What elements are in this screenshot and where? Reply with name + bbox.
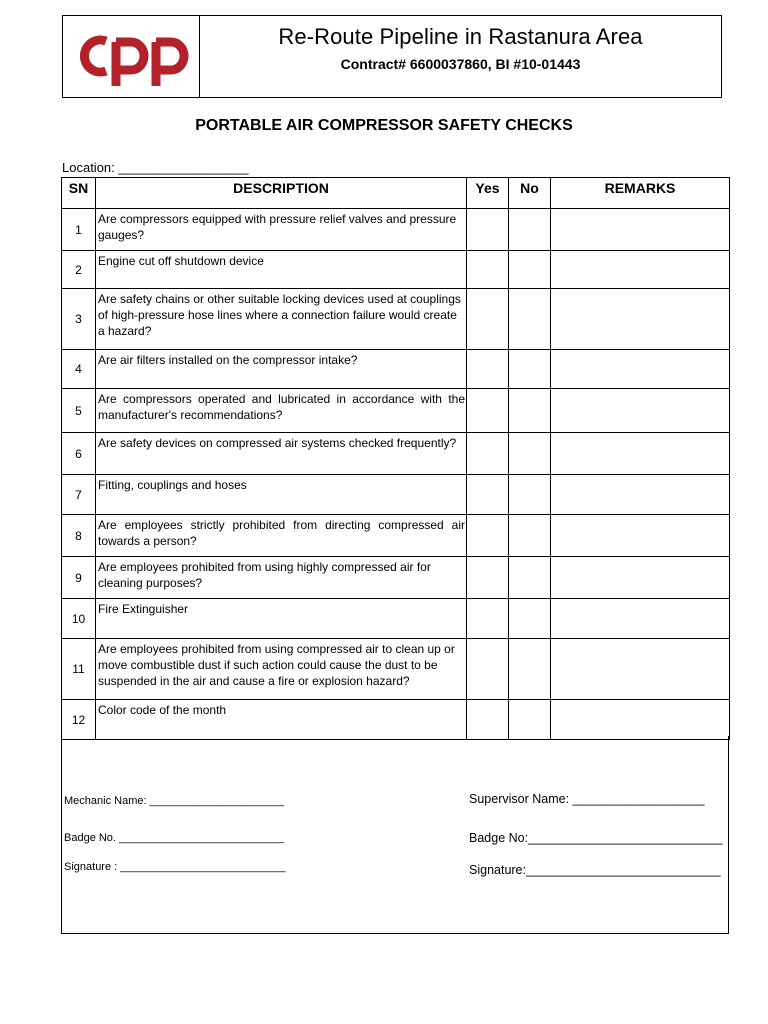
mechanic-badge-field[interactable]: Badge No. ___________________________ [64,832,285,844]
no-cell[interactable] [509,350,551,389]
row-description: Engine cut off shutdown device [96,251,467,289]
supervisor-badge-field[interactable]: Badge No:____________________________ [469,831,723,845]
row-description: Are air filters installed on the compressor intake? [96,350,467,389]
table-row [62,475,730,515]
row-description: Are employees strictly prohibited from directing compressed air towards a person? [96,515,467,557]
checklist-table [61,177,730,740]
remarks-cell[interactable] [551,251,730,289]
table-row [62,433,730,475]
remarks-cell[interactable] [551,515,730,557]
no-cell[interactable] [509,700,551,740]
row-sn: 1 [62,209,96,251]
row-sn: 10 [62,599,96,639]
table-header-row [62,178,730,209]
row-sn: 8 [62,515,96,557]
yes-cell[interactable] [467,557,509,599]
location-field[interactable]: Location: __________________ [62,160,249,175]
table-row [62,557,730,599]
row-description: Are employees prohibited from using compressed air to clean up or move combustible dust if such action could cause the dust to be suspended in the air and cause a fire or explosion hazard? [96,639,467,700]
column-header-description: DESCRIPTION [96,178,467,209]
table-row [62,389,730,433]
remarks-cell[interactable] [551,599,730,639]
column-header-yes: Yes [467,178,509,209]
no-cell[interactable] [509,209,551,251]
no-cell[interactable] [509,475,551,515]
remarks-cell[interactable] [551,389,730,433]
remarks-cell[interactable] [551,209,730,251]
table-row [62,251,730,289]
row-sn: 9 [62,557,96,599]
yes-cell[interactable] [467,515,509,557]
row-description: Are safety devices on compressed air systems checked frequently? [96,433,467,475]
remarks-cell[interactable] [551,350,730,389]
mechanic-signature-field[interactable]: Signature : ___________________________ [64,861,286,873]
no-cell[interactable] [509,639,551,700]
row-description: Fire Extinguisher [96,599,467,639]
row-sn: 12 [62,700,96,740]
yes-cell[interactable] [467,251,509,289]
row-sn: 7 [62,475,96,515]
company-logo [70,28,192,86]
yes-cell[interactable] [467,700,509,740]
no-cell[interactable] [509,433,551,475]
mechanic-name-field[interactable]: Mechanic Name: ______________________ [64,795,285,807]
remarks-cell[interactable] [551,289,730,350]
table-row [62,289,730,350]
document-title: Re-Route Pipeline in Rastanura Area [278,24,643,49]
remarks-cell[interactable] [551,700,730,740]
no-cell[interactable] [509,599,551,639]
column-header-remarks: REMARKS [551,178,730,209]
yes-cell[interactable] [467,289,509,350]
contract-number: Contract# 6600037860, BI #10-01443 [340,56,581,72]
row-sn: 4 [62,350,96,389]
table-row [62,515,730,557]
yes-cell[interactable] [467,209,509,251]
table-row [62,700,730,740]
row-sn: 11 [62,639,96,700]
yes-cell[interactable] [467,599,509,639]
column-header-sn: SN [62,178,96,209]
no-cell[interactable] [509,389,551,433]
form-title: PORTABLE AIR COMPRESSOR SAFETY CHECKS [195,117,573,134]
no-cell[interactable] [509,515,551,557]
no-cell[interactable] [509,557,551,599]
row-description: Color code of the month [96,700,467,740]
logo-cell [63,16,200,97]
table-row [62,350,730,389]
remarks-cell[interactable] [551,475,730,515]
yes-cell[interactable] [467,639,509,700]
row-sn: 2 [62,251,96,289]
yes-cell[interactable] [467,433,509,475]
row-description: Are safety chains or other suitable locking devices used at couplings of high-pressure hose lines where a connection failure would create a hazard? [96,289,467,350]
row-sn: 5 [62,389,96,433]
document-header [62,15,722,98]
yes-cell[interactable] [467,350,509,389]
no-cell[interactable] [509,251,551,289]
no-cell[interactable] [509,289,551,350]
table-row [62,209,730,251]
yes-cell[interactable] [467,475,509,515]
supervisor-signature-field[interactable]: Signature:____________________________ [469,863,721,877]
row-sn: 6 [62,433,96,475]
signature-section [61,736,729,934]
remarks-cell[interactable] [551,557,730,599]
yes-cell[interactable] [467,389,509,433]
table-row [62,639,730,700]
row-sn: 3 [62,289,96,350]
row-description: Are compressors equipped with pressure relief valves and pressure gauges? [96,209,467,251]
row-description: Are employees prohibited from using highly compressed air for cleaning purposes? [96,557,467,599]
remarks-cell[interactable] [551,639,730,700]
row-description: Fitting, couplings and hoses [96,475,467,515]
table-row [62,599,730,639]
column-header-no: No [509,178,551,209]
remarks-cell[interactable] [551,433,730,475]
title-cell [200,16,721,97]
supervisor-name-field[interactable]: Supervisor Name: ___________________ [469,792,705,806]
row-description: Are compressors operated and lubricated in accordance with the manufacturer's recommendations? [96,389,467,433]
